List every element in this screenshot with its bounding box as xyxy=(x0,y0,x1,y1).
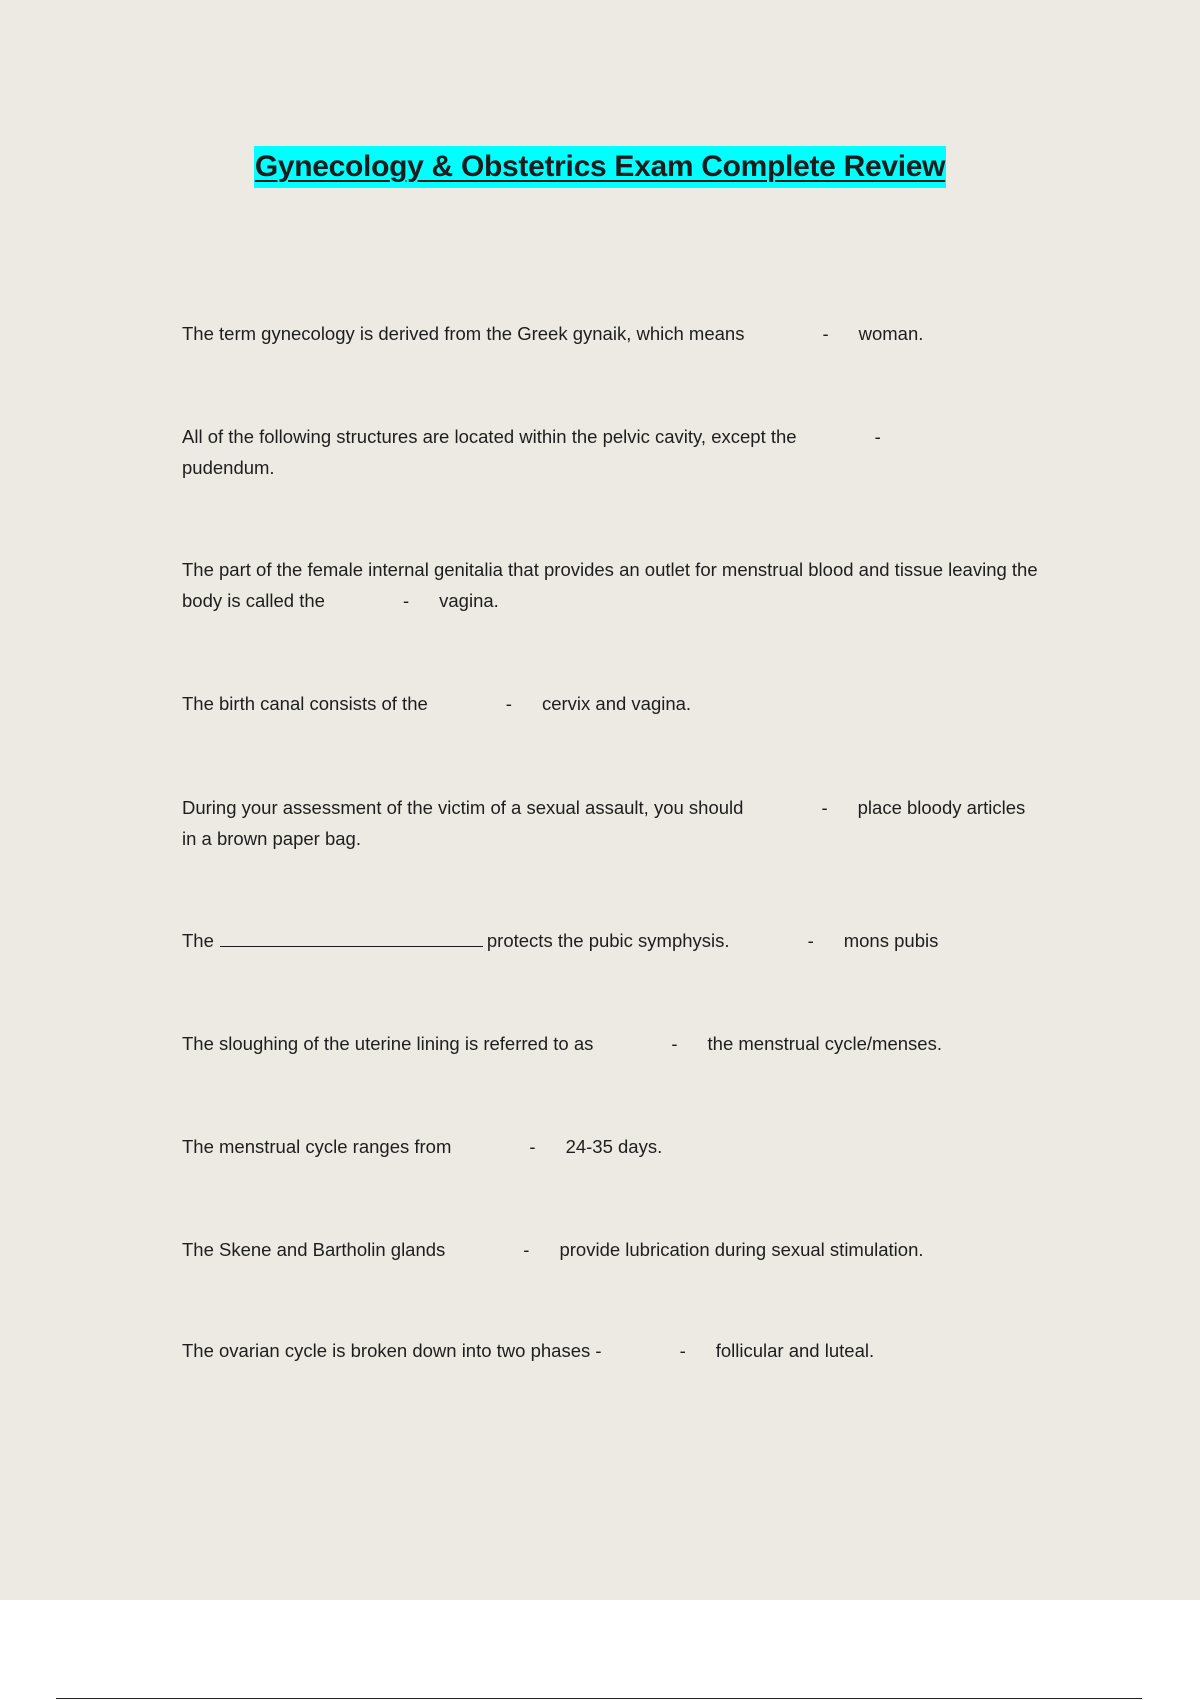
answer-separator: - xyxy=(523,1239,530,1260)
answer-text: vagina. xyxy=(439,590,499,611)
title-container xyxy=(0,146,1200,188)
question-text-post: protects the pubic symphysis. xyxy=(486,930,730,951)
answer-text: pudendum. xyxy=(182,457,275,478)
answer-separator: - xyxy=(807,930,814,951)
answer-text: mons pubis xyxy=(843,930,939,951)
qa-item xyxy=(182,1234,1042,1265)
qa-item xyxy=(182,421,1042,483)
question-text: During your assessment of the victim of a sexual assault, you should xyxy=(182,797,744,818)
answer-text: 24-35 days. xyxy=(565,1136,663,1157)
footer-divider xyxy=(56,1698,1142,1699)
qa-item xyxy=(182,925,1042,956)
answer-separator: - xyxy=(671,1033,678,1054)
qa-item xyxy=(182,1028,1042,1059)
answer-text: follicular and luteal. xyxy=(715,1340,875,1361)
answer-separator: - xyxy=(821,797,828,818)
question-text: The part of the female internal genitalia that provides an outlet for menstrual blood and tissue leaving the body is called the xyxy=(182,559,1038,611)
question-text: All of the following structures are located within the pelvic cavity, except the xyxy=(182,426,797,447)
question-text: The ovarian cycle is broken down into two phases - xyxy=(182,1340,602,1361)
question-text: The menstrual cycle ranges from xyxy=(182,1136,452,1157)
question-text-pre: The xyxy=(182,930,214,951)
answer-separator: - xyxy=(402,590,410,611)
document-title: Gynecology & Obstetrics Exam Complete Review xyxy=(254,146,946,188)
answer-text: the menstrual cycle/menses. xyxy=(707,1033,942,1054)
qa-item xyxy=(182,792,1042,854)
question-text: The Skene and Bartholin glands xyxy=(182,1239,446,1260)
answer-text: cervix and vagina. xyxy=(541,693,692,714)
question-text: The birth canal consists of the xyxy=(182,693,428,714)
fill-in-blank-line xyxy=(220,928,483,947)
answer-text: provide lubrication during sexual stimulation. xyxy=(559,1239,924,1260)
answer-separator: - xyxy=(822,323,829,344)
answer-separator: - xyxy=(505,693,512,714)
qa-item xyxy=(182,688,1042,719)
qa-item xyxy=(182,318,1042,349)
qa-item xyxy=(182,1131,1042,1162)
question-text: The sloughing of the uterine lining is referred to as xyxy=(182,1033,594,1054)
qa-item xyxy=(182,1335,1042,1366)
answer-separator: - xyxy=(874,426,881,447)
page-footer xyxy=(0,1600,1200,1700)
answer-text: place bloody articles in a brown paper bag. xyxy=(182,797,1026,849)
qa-item xyxy=(182,554,1042,616)
answer-separator: - xyxy=(529,1136,536,1157)
answer-text: woman. xyxy=(858,323,924,344)
question-text: The term gynecology is derived from the Greek gynaik, which means xyxy=(182,323,745,344)
answer-separator: - xyxy=(679,1340,686,1361)
